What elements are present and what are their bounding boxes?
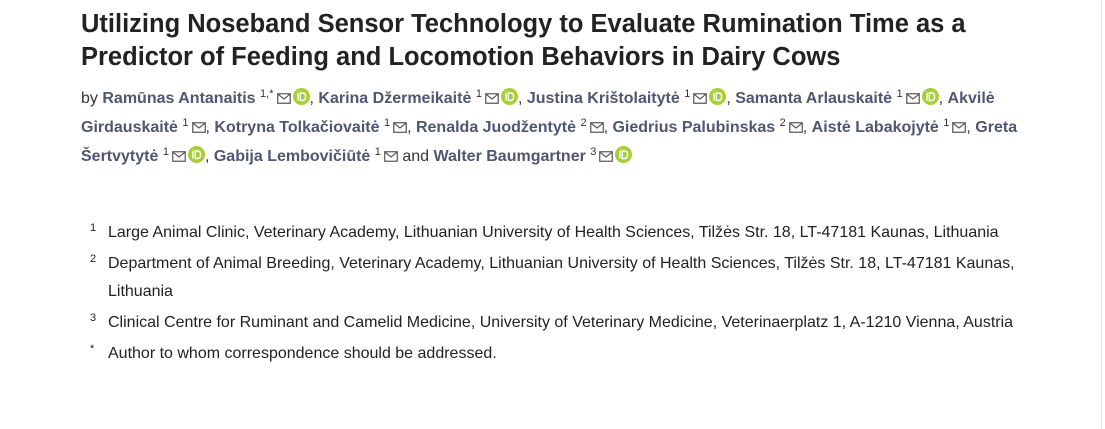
author-name-link[interactable]: Ramūnas Antanaitis [102, 90, 256, 107]
envelope-icon[interactable] [393, 122, 407, 133]
author-name-link[interactable]: Greta Šertvytytė [81, 119, 1018, 165]
author-entry [214, 119, 407, 136]
affiliation-marker: 2 [580, 117, 587, 129]
affiliation-marker: 1 [896, 88, 903, 100]
orcid-icon[interactable] [709, 88, 726, 105]
envelope-icon[interactable] [172, 151, 186, 162]
affiliation-marker: 1 [684, 88, 691, 100]
affiliation-number: 1 [90, 222, 97, 234]
affiliation-marker: 2 [779, 117, 786, 129]
orcid-icon[interactable] [293, 88, 310, 105]
author-name-link[interactable]: Samanta Arlauskaitė [735, 90, 893, 107]
envelope-icon[interactable] [384, 151, 398, 162]
author-entry [102, 90, 309, 107]
affiliation-marker: 1 [162, 146, 169, 158]
author-entry [434, 148, 633, 165]
affiliation-number: 2 [90, 253, 97, 265]
author-name-link[interactable]: Akvilė Girdauskaitė [81, 90, 995, 136]
affiliation-item [90, 309, 1050, 337]
affiliation-marker: 1 [475, 88, 482, 100]
affiliation-marker: 1 [374, 146, 381, 158]
author-entry [612, 119, 802, 136]
affiliation-item [90, 250, 1050, 306]
author-entry [527, 90, 727, 107]
affiliation-marker: 1 [383, 117, 391, 129]
and-label: and [397, 148, 434, 165]
article-title: Utilizing Noseband Sensor Technology to Evaluate Rumination Time as a Predictor of Feeding and Locomotion Behaviors in Dairy Cows [81, 10, 966, 71]
envelope-icon[interactable] [693, 93, 707, 104]
page-edge-divider [1101, 0, 1102, 429]
affiliation-text: Author to whom correspondence should be addressed. [108, 345, 497, 362]
affiliation-text: Clinical Centre for Ruminant and Camelid Medicine, University of Veterinary Medicine, Veterinaerplatz 1, A-1210 Vienna, Austria [108, 314, 1014, 331]
author-name-link[interactable]: Walter Baumgartner [433, 148, 586, 165]
affiliation-marker: 1 [182, 117, 189, 129]
envelope-icon[interactable] [192, 122, 206, 133]
author-entry [812, 119, 967, 136]
affiliation-marker: 3 [590, 146, 597, 158]
orcid-icon[interactable] [615, 146, 632, 163]
orcid-icon[interactable] [188, 146, 205, 163]
envelope-icon[interactable] [952, 122, 966, 133]
author-list [81, 85, 1091, 172]
affiliation-marker: 1 [943, 117, 950, 129]
author-container: Ramūnas Antanaitis $^{1,*}$ , Karina Džermeikaitė $^1$ , Justina Krištolaitytė $^1$ , Samanta Arlauskaitė $^1$ , Akvilė Girdauskaitė $^1$ , Kotryna Tolkačiovaitė $^1$ , Renalda Juodžentytė $^2$ , Giedrius Palubinskas $^2$ , Aistė Labakojytė $^1$ , Greta Šertvytytė $^1$ , Gabija Lembovičiūtė $^1$ and Walter Baumgartner $^3$ [81, 88, 1018, 165]
author-name-link[interactable]: Aistė Labakojytė [811, 119, 939, 136]
affiliation-item [90, 340, 1050, 368]
affiliation-number: 3 [90, 312, 97, 324]
affiliation-text: Large Animal Clinic, Veterinary Academy, Lithuanian University of Health Sciences, Tilžės Str. 18, LT-47181 Kaunas, Lithuania [108, 224, 999, 241]
envelope-icon[interactable] [590, 122, 604, 133]
envelope-icon[interactable] [277, 93, 291, 104]
envelope-icon[interactable] [906, 93, 920, 104]
author-entry [735, 90, 938, 107]
author-entry [318, 90, 518, 107]
envelope-icon[interactable] [789, 122, 803, 133]
author-entry [416, 119, 604, 136]
affiliations-list [90, 219, 1050, 371]
affiliation-text: Department of Animal Breeding, Veterinary Academy, Lithuanian University of Health Sciences, Tilžės Str. 18, LT-47181 Kaunas, Lithuania [108, 255, 1015, 300]
author-name-link[interactable]: Kotryna Tolkačiovaitė [214, 119, 380, 136]
envelope-icon[interactable] [599, 151, 613, 162]
envelope-icon[interactable] [485, 93, 499, 104]
affiliation-number: * [90, 343, 95, 355]
affiliation-item [90, 219, 1050, 247]
affiliation-marker: 1,* [260, 88, 274, 100]
orcid-icon[interactable] [922, 88, 939, 105]
author-name-link[interactable]: Giedrius Palubinskas [612, 119, 776, 136]
by-label: by [81, 90, 98, 107]
author-name-link[interactable]: Gabija Lembovičiūtė [213, 148, 371, 165]
orcid-icon[interactable] [501, 88, 518, 105]
author-name-link[interactable]: Karina Džermeikaitė [318, 90, 472, 107]
author-entry [214, 148, 398, 165]
author-name-link[interactable]: Renalda Juodžentytė [415, 119, 576, 136]
author-name-link[interactable]: Justina Krištolaitytė [526, 90, 680, 107]
